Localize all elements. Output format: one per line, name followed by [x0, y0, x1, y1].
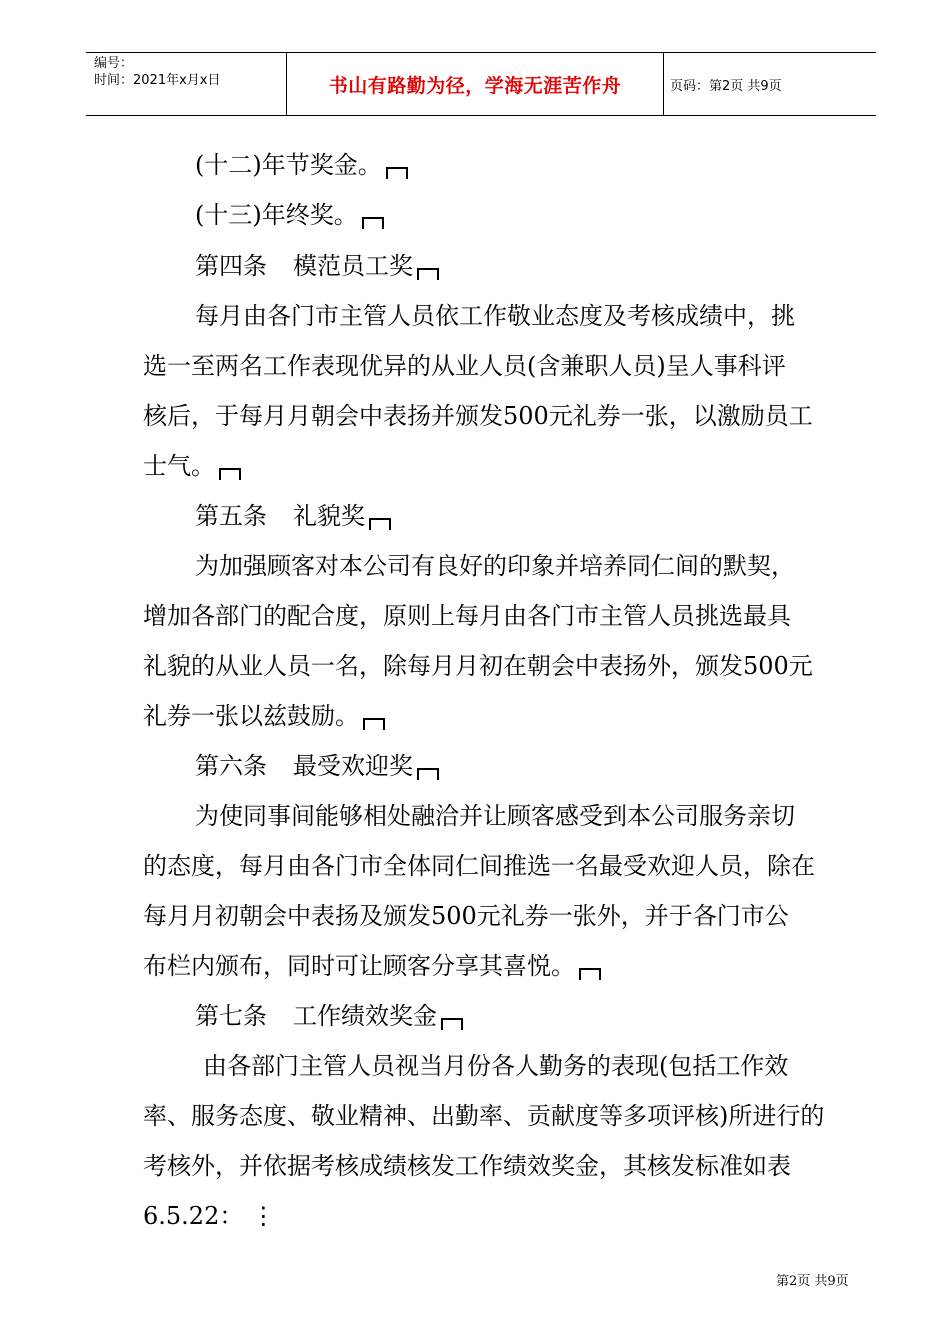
article-6-title: 最受欢迎奖: [293, 752, 413, 780]
article-5-line-1: 为加强顾客对本公司有良好的印象并培养同仁间的默契，: [195, 552, 795, 580]
paragraph-mark-icon: [417, 768, 439, 780]
paragraph-mark-icon: [386, 167, 408, 179]
article-7-line-4-text: 6.5.22：: [143, 1202, 244, 1230]
article-7-number: 第七条: [195, 1002, 267, 1030]
article-6-heading: [195, 751, 439, 781]
article-4-line-1: 每月由各门市主管人员依工作敬业态度及考核成绩中，挑: [195, 302, 795, 330]
article-6-line-4-text: 布栏内颁布，同时可让顾客分享其喜悦。: [143, 952, 575, 980]
article-7-heading: [195, 1001, 463, 1031]
article-7-line-4: [143, 1201, 275, 1231]
header-time: 时间：2021年x月x日: [94, 73, 221, 88]
page-footer: 第2页 共9页: [776, 1274, 849, 1289]
article-5-line-2: 增加各部门的配合度，原则上每月由各门市主管人员挑选最具: [143, 602, 791, 630]
clause-12-text: (十二)年节奖金。: [195, 151, 382, 179]
header-number: 编号：: [94, 56, 134, 71]
article-4-line-4-text: 士气。: [143, 452, 215, 480]
header-motto-box: [286, 53, 664, 115]
clause-13-text: (十三)年终奖。: [195, 201, 358, 229]
article-5-line-4-text: 礼券一张以兹鼓励。: [143, 702, 359, 730]
article-6-line-1: 为使同事间能够相处融洽并让顾客感受到本公司服务亲切: [195, 802, 795, 830]
article-5-title: 礼貌奖: [293, 502, 365, 530]
continuation-mark-icon: ⋮: [251, 1202, 276, 1230]
article-6-line-4: [143, 951, 601, 981]
article-6-line-2: 的态度，每月由各门市全体同仁间推选一名最受欢迎人员，除在: [143, 852, 815, 880]
article-5-heading: [195, 501, 391, 531]
article-4-line-2: 选一至两名工作表现优异的从业人员(含兼职人员)呈人事科评: [143, 352, 786, 380]
paragraph-mark-icon: [579, 968, 601, 980]
article-6-number: 第六条: [195, 752, 267, 780]
article-7-line-2: 率、服务态度、敬业精神、出勤率、贡献度等多项评核)所进行的: [143, 1102, 825, 1130]
article-7-line-1: 由各部门主管人员视当月份各人勤务的表现(包括工作效: [203, 1052, 789, 1080]
article-4-line-4: [143, 451, 241, 481]
article-4-title: 模范员工奖: [293, 252, 413, 280]
paragraph-mark-icon: [417, 268, 439, 280]
paragraph-mark-icon: [219, 468, 241, 480]
header-motto: 书山有路勤为径，学海无涯苦作舟: [328, 75, 622, 97]
clause-13: [195, 200, 384, 230]
paragraph-mark-icon: [369, 518, 391, 530]
page-header: [86, 52, 876, 116]
article-5-line-3: 礼貌的从业人员一名，除每月月初在朝会中表扬外，颁发500元: [143, 652, 813, 680]
article-4-line-3: 核后，于每月月朝会中表扬并颁发500元礼券一张，以激励员工: [143, 402, 813, 430]
article-6-line-3: 每月月初朝会中表扬及颁发500元礼券一张外，并于各门市公: [143, 902, 789, 930]
paragraph-mark-icon: [441, 1018, 463, 1030]
article-5-line-4: [143, 701, 385, 731]
clause-12: [195, 150, 408, 180]
article-5-number: 第五条: [195, 502, 267, 530]
article-4-number: 第四条: [195, 252, 267, 280]
header-meta: [94, 55, 220, 89]
paragraph-mark-icon: [362, 217, 384, 229]
article-4-heading: [195, 251, 439, 281]
article-7-title: 工作绩效奖金: [293, 1002, 437, 1030]
header-page-number: 页码：第2页 共9页: [670, 79, 782, 94]
paragraph-mark-icon: [363, 718, 385, 730]
article-7-line-3: 考核外，并依据考核成绩核发工作绩效奖金，其核发标准如表: [143, 1152, 791, 1180]
